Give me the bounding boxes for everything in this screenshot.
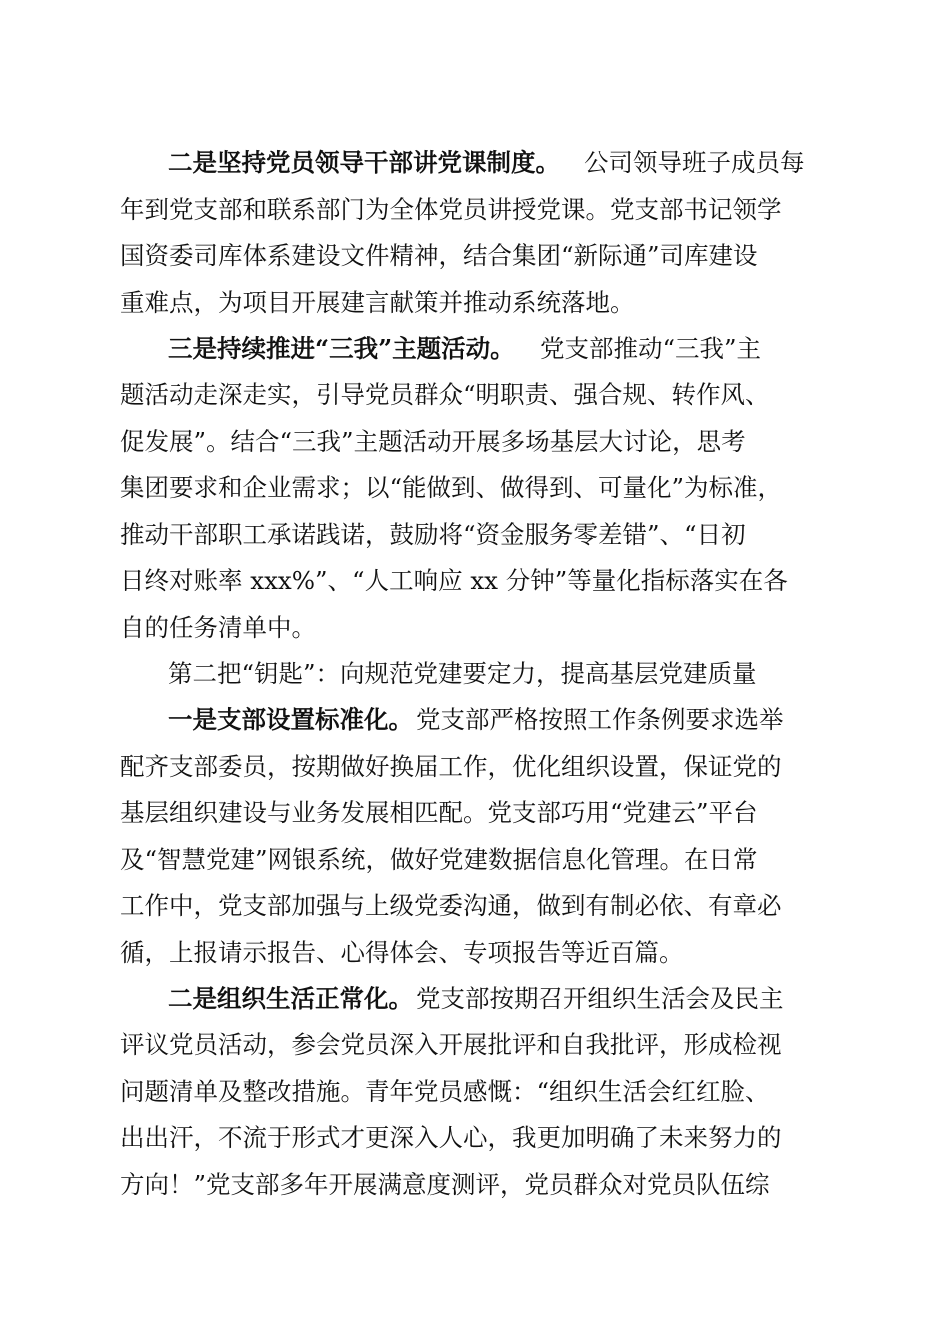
paragraph-lead: 三是持续推进“三我”主题活动。 [168,334,515,363]
text-line [0,141,950,185]
text-line [0,1163,950,1207]
line-text: 推动干部职工承诺践诺，鼓励将“资金服务零差错”、“日初 [120,520,746,549]
line-text: 出出汗，不流于形式才更深入人心，我更加明确了未来努力的 [120,1123,782,1152]
paragraph-lead: 二是坚持党员领导干部讲党课制度。 [168,148,560,177]
line-text: 党支部严格按照工作条例要求选举 [416,705,784,734]
text-line [0,1116,950,1160]
line-text: 配齐支部委员，按期做好换届工作，优化组织设置，保证党的 [120,752,782,781]
line-text: 重难点，为项目开展建言献策并推动系统落地。 [120,288,635,317]
line-text: 评议党员活动，参会党员深入开展批评和自我批评，形成检视 [120,1030,782,1059]
line-text: 年到党支部和联系部门为全体党员讲授党课。党支部书记领学 [120,195,782,224]
text-line [0,606,950,650]
text-line [0,698,950,742]
line-text: 第二把“钥匙”：向规范党建要定力，提高基层党建质量 [168,659,757,688]
text-line [0,1023,950,1067]
line-text: 集团要求和企业需求；以“能做到、做得到、可量化”为标准， [120,473,783,502]
text-line [0,513,950,557]
paragraph-lead: 一是支部设置标准化。 [168,705,413,734]
text-line [0,977,950,1021]
line-text: 题活动走深走实，引导党员群众“明职责、强合规、转作风、 [120,380,770,409]
line-text: 循，上报请示报告、心得体会、专项报告等近百篇。 [120,938,684,967]
section-heading [0,652,950,696]
text-line [0,884,950,928]
text-line [0,281,950,325]
line-text: 工作中，党支部加强与上级党委沟通，做到有制必依、有章必 [120,891,782,920]
line-text: 党支部推动“三我”主 [540,334,762,363]
line-text: 促发展”。结合“三我”主题活动开展多场基层大讨论，思考 [120,427,746,456]
line-text: 基层组织建设与业务发展相匹配。党支部巧用“党建云”平台 [120,798,758,827]
line-text: 问题清单及整改措施。青年党员感慨：“组织生活会红红脸、 [120,1077,770,1106]
text-line [0,466,950,510]
text-line [0,559,950,603]
text-line [0,188,950,232]
text-line [0,1070,950,1114]
line-text: 党支部按期召开组织生活会及民主 [416,984,784,1013]
paragraph-lead: 二是组织生活正常化。 [168,984,413,1013]
text-line [0,420,950,464]
line-text: 自的任务清单中。 [120,613,316,642]
line-text: 日终对账率 xxx%”、“人工响应 xx 分钟”等量化指标落实在各 [120,566,788,595]
line-text: 方向！”党支部多年开展满意度测评，党员群众对党员队伍综 [120,1170,770,1199]
text-line [0,838,950,882]
text-line [0,931,950,975]
text-line [0,373,950,417]
line-text: 及“智慧党建”网银系统，做好党建数据信息化管理。在日常 [120,845,758,874]
text-line [0,745,950,789]
text-line [0,327,950,371]
line-text: 国资委司库体系建设文件精神，结合集团“新际通”司库建设 [120,241,758,270]
line-text: 公司领导班子成员每 [584,148,805,177]
text-line [0,234,950,278]
text-line [0,791,950,835]
